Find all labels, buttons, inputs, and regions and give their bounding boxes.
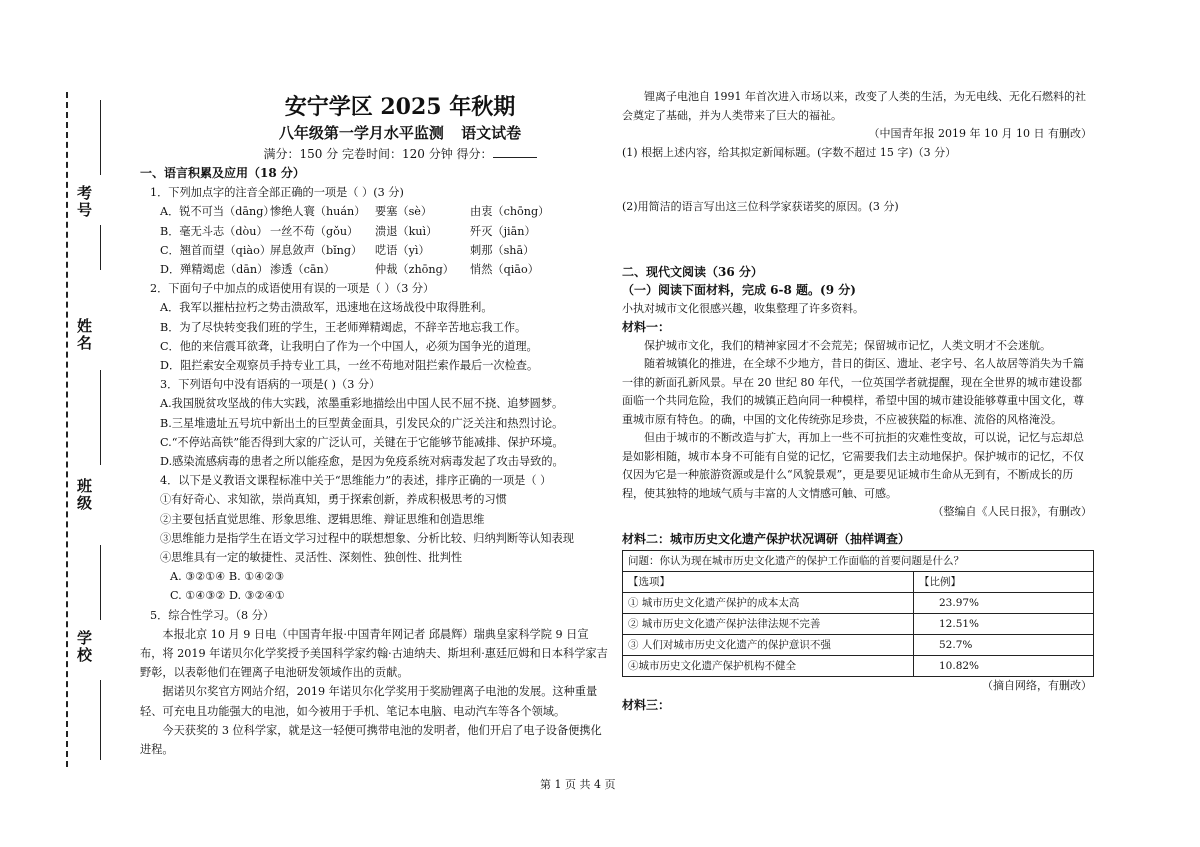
q1-options	[140, 202, 610, 279]
exam-subtitle: 八年级第一学月水平监测 语文试卷	[278, 124, 522, 142]
q1-stem: 1．下列加点字的注音全部正确的一项是（ ）(3 分)	[150, 186, 404, 200]
material-1-paragraph: 随着城镇化的推进，在全球不少地方，昔日的街区、遗址、老字号、名人故居等消失为千篇一律的新面孔新风景。早在 20 世纪 80 年代，一位英国学者就提醒，现在全世界的城市建设都面临一个共同危险，我们的城镇正趋向同一种模样，希望中国的城市建设能够尊重中国文化，尊重城市原有特色。的确，中国的文化传统弥足珍贵，不应被狭隘的标准、流俗的风格淹没。	[622, 357, 1084, 426]
q5-sub2-answer-space	[622, 217, 1092, 263]
q4-option: A. ③②①④ B. ①④②③	[170, 570, 285, 584]
page-number: 第 1 页 共 4 页	[540, 778, 616, 791]
survey-table	[622, 550, 1094, 677]
material-1-paragraph: 但由于城市的不断改造与扩大，再加上一些不可抗拒的灾难性变故，可以说，记忆与忘却总是如影相随，城市本身不可能有自觉的记忆，它需要我们去主动地保护。保护城市的记忆，不仅仅因为它是一种旅游资源或是什么“风貌景观”，更是要见证城市生命从无到有，不断成长的历程，使其独特的地域气质与丰富的人文情感可触、可感。	[622, 431, 1084, 500]
q2-option: A．我军以摧枯拉朽之势击溃敌军，迅速地在这场战役中取得胜利。	[160, 301, 493, 315]
survey-question-row	[623, 551, 1094, 572]
q1-option-row: D．殚精竭虑（dān） 渗透（cān） 仲裁（zhōng） 悄然（qiāo）	[160, 263, 539, 277]
right-column	[622, 88, 1092, 714]
q3-option: B.三星堆遗址五号坑中新出土的巨型黄金面具，引发民众的广泛关注和热烈讨论。	[160, 416, 564, 430]
school-line	[100, 680, 101, 760]
survey-ratio: 23.97%	[914, 593, 1094, 614]
survey-option: ③ 人们对城市历史文化遗产的保护意识不强	[623, 635, 914, 656]
survey-question: 问题：你认为现在城市历史文化遗产的保护工作面临的首要问题是什么？	[623, 551, 1094, 572]
q5-sub2: (2)用简洁的语言写出这三位科学家获诺奖的原因。(3 分)	[622, 200, 899, 213]
q4-option: C. ①④③② D. ③②④①	[170, 589, 285, 603]
survey-row	[623, 635, 1094, 656]
survey-ratio: 12.51%	[914, 614, 1094, 635]
survey-option: ④城市历史文化遗产保护机构不健全	[623, 656, 914, 677]
school-label: 学校	[75, 630, 93, 664]
q5-sub1: (1) 根据上述内容，给其拟定新闻标题。(字数不超过 15 字)（3 分）	[622, 145, 957, 159]
q2-option: B．为了尽快转变我们班的学生，王老师殚精竭虑，不辞辛苦地忘我工作。	[160, 320, 527, 334]
q4-item: ①有好奇心、求知欲，崇尚真知，勇于探索创新，养成积极思考的习惯	[160, 493, 507, 507]
part-1-heading: （一）阅读下面材料，完成 6-8 题。(9 分)	[622, 283, 856, 297]
material-1-paragraph: 保护城市文化，我们的精神家园才不会荒芜；保留城市记忆，人类文明才不会迷航。	[644, 338, 1051, 352]
material-intro: 小执对城市文化很感兴趣，收集整理了许多资料。	[622, 301, 864, 315]
name-line	[100, 370, 101, 465]
q4-item: ②主要包括直觉思维、形象思维、逻辑思维、辩证思维和创造思维	[160, 512, 485, 526]
q4-item: ③思维能力是指学生在语文学习过程中的联想想象、分析比较、归纳判断等认知表现	[160, 531, 574, 545]
survey-option: ② 城市历史文化遗产保护法律法规不完善	[623, 614, 914, 635]
material-2-source: （摘自网络，有删改）	[982, 679, 1092, 692]
q1-option-row: C．翘首而望（qiào） 屏息敛声（bǐng） 呓语（yì） 刺那（shā）	[160, 243, 535, 257]
material-1-label: 材料一：	[622, 320, 671, 334]
survey-ratio: 10.82%	[914, 656, 1094, 677]
survey-row	[623, 656, 1094, 677]
survey-row	[623, 593, 1094, 614]
q3-option: A.我国脱贫攻坚战的伟大实践，浓墨重彩地描绘出中国人民不屈不挠、追梦圆梦。	[160, 397, 564, 411]
exam-title: 安宁学区 2025 年秋期	[284, 94, 516, 120]
survey-ratio: 52.7%	[914, 635, 1094, 656]
exam-no-line-2	[100, 225, 101, 270]
q5-news-paragraph: 本报北京 10 月 9 日电（中国青年报·中国青年网记者 邱晨辉）瑞典皇家科学院 9 日宣布，将 2019 年诺贝尔化学奖授予美国科学家约翰·古迪纳夫、斯坦利·惠廷厄姆和日本科学家吉野彰，以表彰他们在锂离子电池研发领域作出的贡献。	[140, 627, 608, 680]
survey-header-option: 【选项】	[623, 572, 914, 593]
q5-news-continuation: 锂离子电池自 1991 年首次进入市场以来，改变了人类的生活，为无电线、无化石燃料的社会奠定了基础，并为人类带来了巨大的福祉。	[622, 90, 1086, 122]
q3-option: C.“不停站高铁”能否得到大家的广泛认可，关键在于它能够节能减排、保护环境。	[160, 435, 564, 449]
q2-option: D．阻拦索安全观察员手持专业工具，一丝不苟地对阻拦索作最后一次检查。	[160, 359, 539, 373]
name-label: 姓名	[75, 318, 93, 352]
survey-option: ① 城市历史文化遗产保护的成本太高	[623, 593, 914, 614]
material-3-label: 材料三：	[622, 697, 671, 712]
q1-option-row: B．毫无斗志（dòu） 一丝不苟（gǒu） 溃退（kuì） 歼灭（jiān）	[160, 224, 536, 238]
q5-sub1-answer-space	[622, 162, 1092, 198]
q4-item: ④思维具有一定的敏捷性、灵活性、深刻性、独创性、批判性	[160, 551, 463, 565]
q2-option: C．他的来信震耳欲聋，让我明白了作为一个中国人，必须为国争光的道理。	[160, 339, 538, 353]
q1-option-row: A．锐不可当（dāng） 惨绝人寰（huán） 要塞（sè） 由衷（chōng）	[160, 205, 550, 219]
q3-stem: 3．下列语句中没有语病的一项是( )（3 分）	[160, 378, 381, 392]
exam-no-line	[100, 100, 101, 175]
left-column	[140, 92, 610, 759]
q4-stem: 4．以下是义教语文课程标准中关于“思维能力”的表述，排序正确的一项是（ ）	[160, 474, 552, 488]
q2-stem: 2．下面句子中加点的成语使用有误的一项是（ ）（3 分）	[150, 282, 435, 296]
score-info: 满分：150 分 完卷时间：120 分钟 得分：	[190, 144, 610, 164]
survey-row	[623, 614, 1094, 635]
q5-stem: 5．综合性学习。（8 分）	[150, 608, 275, 622]
material-2-label: 材料二：城市历史文化遗产保护状况调研（抽样调查）	[622, 531, 911, 546]
q3-option: D.感染流感病毒的患者之所以能痊愈，是因为免疫系统对病毒发起了攻击导致的。	[160, 455, 564, 469]
class-label: 班级	[75, 478, 93, 512]
exam-no-label: 考号	[75, 185, 93, 219]
q5-news-paragraph: 今天获奖的 3 位科学家，就是这一轻便可携带电池的发明者，他们开启了电子设备便携化进程。	[140, 723, 602, 757]
q5-news-paragraph: 据诺贝尔奖官方网站介绍，2019 年诺贝尔化学奖用于奖励锂离子电池的发展。这种重量轻、可充电且功能强大的电池，如今被用于手机、笔记本电脑、电动汽车等各个领域。	[140, 685, 598, 718]
class-line	[100, 545, 101, 620]
material-1-source: （整编自《人民日报》，有删改）	[932, 505, 1092, 518]
section-2-heading: 二、现代文阅读（36 分）	[622, 264, 763, 279]
news-source: （中国青年报 2019 年 10 月 10 日 有删改）	[868, 127, 1092, 140]
score-blank	[493, 147, 537, 158]
section-1-heading: 一、语言积累及应用（18 分）	[140, 166, 305, 180]
survey-header-row	[623, 572, 1094, 593]
survey-header-ratio: 【比例】	[914, 572, 1094, 593]
